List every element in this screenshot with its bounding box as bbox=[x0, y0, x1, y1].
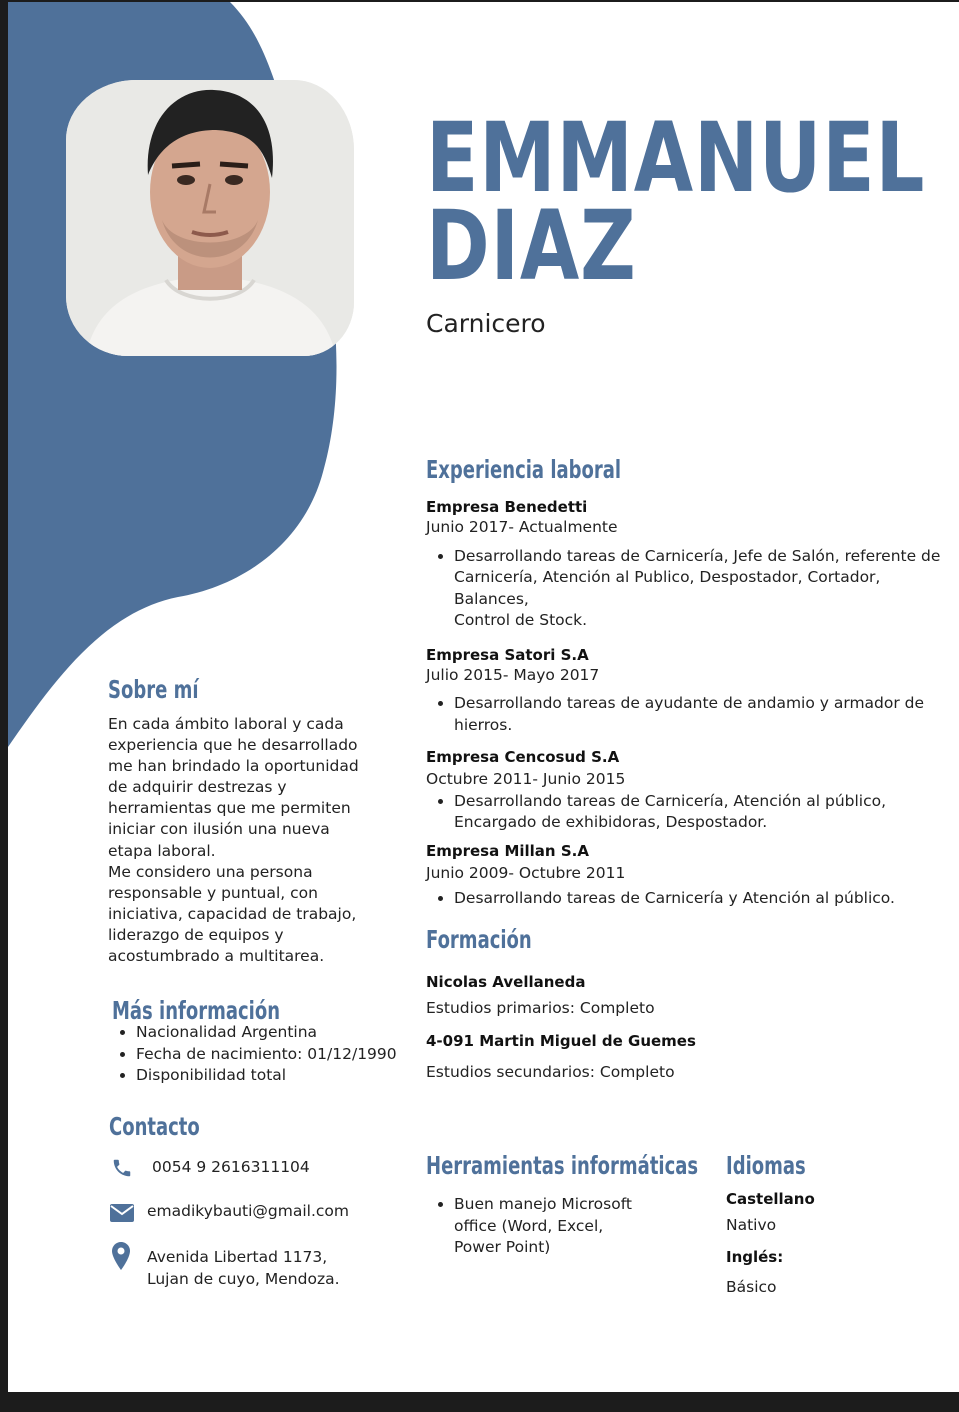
about-line: me han brindado la oportunidad bbox=[108, 757, 359, 776]
education-school: 4-091 Martin Miguel de Guemes bbox=[426, 1032, 696, 1050]
education-detail: Estudios secundarios: Completo bbox=[426, 1063, 675, 1081]
education-heading: Formación bbox=[426, 925, 532, 954]
more-info-heading: Más información bbox=[112, 996, 281, 1025]
more-info-list bbox=[118, 1022, 436, 1087]
language-name: Castellano bbox=[726, 1190, 815, 1208]
more-info-item: • Fecha de nacimiento: 01/12/1990 bbox=[136, 1044, 436, 1066]
job-company: Empresa Cencosud S.A bbox=[426, 748, 620, 766]
contact-address bbox=[147, 1246, 340, 1290]
about-line: acostumbrado a multitarea. bbox=[108, 947, 325, 966]
education-school: Nicolas Avellaneda bbox=[426, 973, 586, 991]
about-line: liderazgo de equipos y bbox=[108, 925, 284, 944]
address-line: Lujan de cuyo, Mendoza. bbox=[147, 1270, 340, 1288]
languages-heading: Idiomas bbox=[726, 1151, 806, 1180]
duty-line: Control de Stock. bbox=[454, 611, 588, 629]
first-name: EMMANUEL bbox=[426, 102, 926, 214]
cv-page bbox=[8, 2, 959, 1392]
contact-email[interactable]: emadikybauti@gmail.com bbox=[147, 1202, 349, 1220]
job-company: Empresa Satori S.A bbox=[426, 645, 589, 664]
tools-line: office (Word, Excel, bbox=[454, 1216, 604, 1235]
duty-line: Desarrollando tareas de Carnicería, Jefe de Salón, referente de bbox=[454, 546, 941, 565]
phone-icon bbox=[111, 1157, 133, 1179]
job-duty bbox=[454, 546, 956, 632]
last-name: DIAZ bbox=[426, 190, 637, 302]
job-duty bbox=[454, 888, 956, 910]
tools-heading: Herramientas informáticas bbox=[426, 1151, 699, 1180]
about-line: En cada ámbito laboral y cada bbox=[108, 715, 344, 733]
duty-line: Desarrollando tareas de Carnicería y Atención al público. bbox=[454, 889, 895, 907]
about-text bbox=[108, 714, 408, 967]
tools-line: Power Point) bbox=[454, 1238, 551, 1256]
duty-line: Encargado de exhibidoras, Despostador. bbox=[454, 813, 768, 831]
about-line: iniciar con ilusión una nueva bbox=[108, 820, 330, 839]
person-portrait-icon bbox=[66, 80, 354, 356]
more-info-item: • Disponibilidad total bbox=[136, 1065, 436, 1087]
tools-item bbox=[454, 1194, 714, 1259]
job-period: Julio 2015- Mayo 2017 bbox=[426, 665, 600, 684]
experience-heading: Experiencia laboral bbox=[426, 455, 622, 484]
contact-heading: Contacto bbox=[109, 1112, 200, 1141]
about-line: experiencia que he desarrollado bbox=[108, 736, 358, 755]
location-pin-icon bbox=[112, 1242, 130, 1270]
job-duty bbox=[454, 693, 956, 736]
job-item bbox=[426, 646, 956, 737]
job-duties bbox=[426, 791, 956, 834]
address-line: Avenida Libertad 1173, bbox=[147, 1248, 328, 1266]
job-period: Junio 2009- Octubre 2011 bbox=[426, 863, 626, 882]
about-line: iniciativa, capacidad de trabajo, bbox=[108, 904, 357, 923]
job-period: Octubre 2011- Junio 2015 bbox=[426, 770, 626, 788]
job-company: Empresa Millan S.A bbox=[426, 841, 589, 860]
about-heading: Sobre mí bbox=[108, 675, 199, 704]
job-item bbox=[426, 748, 956, 834]
job-item bbox=[426, 498, 956, 632]
experience-list bbox=[426, 498, 956, 910]
job-duties bbox=[426, 693, 956, 736]
job-duties bbox=[426, 888, 956, 910]
more-info-item: • Nacionalidad Argentina bbox=[136, 1022, 436, 1044]
tools-line: Buen manejo Microsoft bbox=[454, 1195, 632, 1213]
duty-line: Desarrollando tareas de ayudante de andamio y armador de bbox=[454, 694, 925, 712]
about-line: de adquirir destrezas y bbox=[108, 778, 287, 797]
about-line: herramientas que me permiten bbox=[108, 799, 351, 818]
language-level: Nativo bbox=[726, 1216, 777, 1234]
about-line: etapa laboral. bbox=[108, 841, 216, 860]
job-period: Junio 2017- Actualmente bbox=[426, 518, 618, 536]
job-duties bbox=[426, 546, 956, 632]
education-detail: Estudios primarios: Completo bbox=[426, 999, 655, 1017]
name-heading bbox=[426, 102, 926, 302]
contact-phone[interactable]: 0054 9 2616311104 bbox=[152, 1158, 310, 1176]
duty-line: Carnicería, Atención al Publico, Despostador, Cortador, Balances, bbox=[454, 568, 881, 608]
about-line: Me considero una persona bbox=[108, 862, 313, 881]
language-name: Inglés: bbox=[726, 1248, 784, 1266]
job-item bbox=[426, 842, 956, 910]
language-level: Básico bbox=[726, 1278, 777, 1296]
job-title: Carnicero bbox=[426, 309, 546, 338]
mail-icon bbox=[110, 1204, 134, 1222]
profile-photo bbox=[66, 80, 354, 356]
job-duty bbox=[454, 791, 956, 834]
duty-line: hierros. bbox=[454, 715, 513, 734]
tools-list bbox=[426, 1194, 714, 1259]
job-company: Empresa Benedetti bbox=[426, 498, 588, 516]
duty-line: Desarrollando tareas de Carnicería, Atención al público, bbox=[454, 791, 887, 810]
about-line: responsable y puntual, con bbox=[108, 883, 318, 902]
